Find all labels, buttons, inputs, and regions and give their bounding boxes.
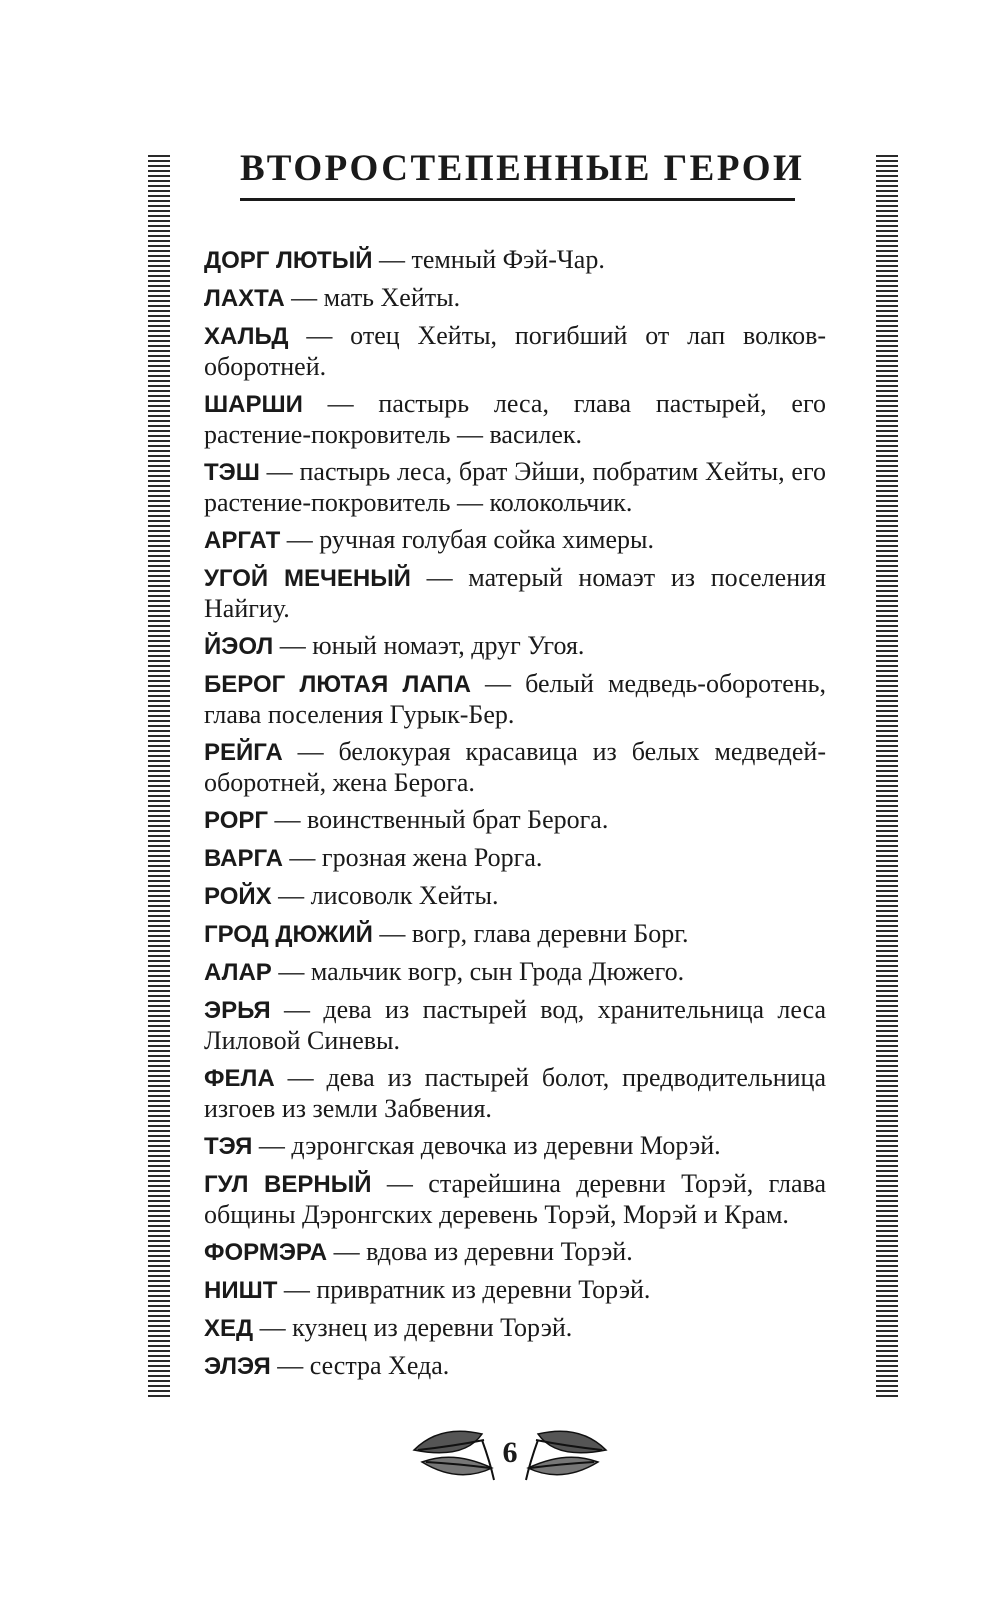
character-description: — кузнец из деревни Торэй.	[253, 1313, 573, 1342]
character-description: — старейшина деревни Торэй, глава общины Дэронгских деревень Торэй, Морэй и Крам.	[204, 1169, 826, 1229]
character-description: — пастырь леса, брат Эйши, побратим Хейты, его растение-покровитель — колокольчик.	[204, 457, 826, 517]
character-description: — вдова из деревни Торэй.	[327, 1237, 633, 1266]
character-description: — дэронгская девочка из деревни Морэй.	[252, 1131, 721, 1160]
character-description: — дева из пастырей вод, хранительница леса Лиловой Синевы.	[204, 995, 826, 1055]
character-entry	[204, 919, 826, 950]
character-name: ХАЛЬД	[204, 323, 289, 350]
page-title: ВТОРОСТЕПЕННЫЕ ГЕРОИ	[240, 148, 795, 201]
character-name: АЛАР	[204, 959, 272, 986]
character-entry	[204, 631, 826, 662]
character-entry	[204, 1313, 826, 1344]
character-description: — пастырь леса, глава пастырей, его растение-покровитель — василек.	[204, 389, 826, 449]
character-entry	[204, 283, 826, 314]
character-name: ФОРМЭРА	[204, 1239, 328, 1266]
character-description: — отец Хейты, погибший от лап волков-оборотней.	[204, 321, 826, 381]
character-entry	[204, 563, 826, 624]
character-name: ГУЛ ВЕРНЫЙ	[204, 1171, 372, 1198]
character-name: ЭЛЭЯ	[204, 1353, 271, 1380]
character-description: — матерый номаэт из поселения Найгиу.	[204, 563, 826, 623]
character-name: ЛАХТА	[204, 285, 285, 312]
character-entry	[204, 669, 826, 730]
character-description: — воинственный брат Берога.	[267, 805, 609, 834]
character-entry	[204, 1063, 826, 1124]
character-description: — дева из пастырей болот, предводительница изгоев из земли Забвения.	[204, 1063, 826, 1123]
character-name: АРГАТ	[204, 527, 281, 554]
page-number: 6	[502, 1436, 518, 1469]
character-entry	[204, 321, 826, 382]
character-name: ЙЭОЛ	[204, 633, 274, 660]
character-name: РОЙХ	[204, 883, 272, 910]
character-description: — юный номаэт, друг Угоя.	[273, 631, 585, 660]
character-entry	[204, 1131, 826, 1162]
character-name: ТЭШ	[204, 459, 260, 486]
character-name: ДОРГ ЛЮТЫЙ	[204, 247, 373, 274]
character-name: ТЭЯ	[204, 1133, 253, 1160]
character-entry	[204, 525, 826, 556]
character-entry	[204, 881, 826, 912]
character-name: НИШТ	[204, 1277, 278, 1304]
decorative-border-right	[876, 155, 898, 1400]
character-name: ГРОД ДЮЖИЙ	[204, 921, 373, 948]
character-entry	[204, 805, 826, 836]
character-entry	[204, 843, 826, 874]
character-entry	[204, 1169, 826, 1230]
character-name: ЭРЬЯ	[204, 997, 271, 1024]
character-description: — сестра Хеда.	[270, 1351, 450, 1380]
character-entry	[204, 995, 826, 1056]
character-name: РОРГ	[204, 807, 268, 834]
character-entry	[204, 245, 826, 276]
decorative-border-left	[148, 155, 170, 1400]
character-description: — темный Фэй-Чар.	[372, 245, 605, 274]
character-entry	[204, 389, 826, 450]
character-description: — белый медведь-оборотень, глава поселения Гурык-Бер.	[204, 669, 826, 729]
character-description: — привратник из деревни Торэй.	[277, 1275, 651, 1304]
character-description: — мать Хейты.	[284, 283, 461, 312]
character-description: — ручная голубая сойка химеры.	[280, 525, 655, 554]
character-entry	[204, 1351, 826, 1382]
character-name: УГОЙ МЕЧЕНЫЙ	[204, 565, 411, 592]
character-entry	[204, 1237, 826, 1268]
character-description: — мальчик вогр, сын Грода Дюжего.	[271, 957, 685, 986]
character-name: БЕРОГ ЛЮТАЯ ЛАПА	[204, 671, 471, 698]
character-name: РЕЙГА	[204, 739, 283, 766]
character-description: — грозная жена Рорга.	[282, 843, 543, 872]
page-footer	[410, 1410, 610, 1500]
character-description: — вогр, глава деревни Борг.	[372, 919, 689, 948]
character-name: ВАРГА	[204, 845, 283, 872]
character-list	[204, 245, 826, 1389]
character-description: — белокурая красавица из белых медведей-оборотней, жена Берога.	[204, 737, 826, 797]
character-name: ШАРШИ	[204, 391, 303, 418]
character-entry	[204, 1275, 826, 1306]
character-entry	[204, 457, 826, 518]
character-name: ФЕЛА	[204, 1065, 275, 1092]
character-entry	[204, 737, 826, 798]
character-description: — лисоволк Хейты.	[271, 881, 499, 910]
character-name: ХЕД	[204, 1315, 254, 1342]
character-entry	[204, 957, 826, 988]
